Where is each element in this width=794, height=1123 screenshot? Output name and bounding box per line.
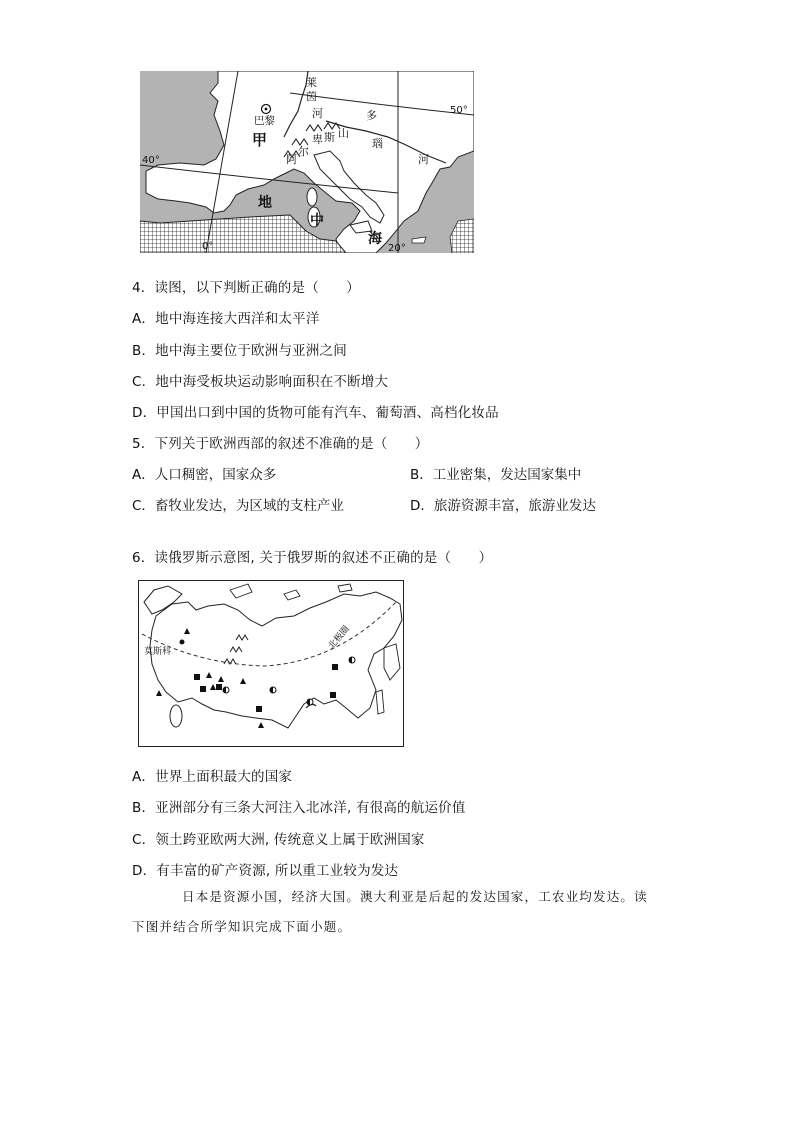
- label-zhong: 中: [310, 213, 324, 229]
- label-paris: 巴黎: [254, 115, 275, 127]
- q6-stem: 6．读俄罗斯示意图, 关于俄罗斯的叙述不正确的是（ ）: [132, 550, 493, 566]
- label-lai: 莱: [306, 76, 317, 89]
- label-lon0: 0°: [202, 241, 214, 252]
- label-si: 斯: [324, 131, 335, 144]
- europe-map: [140, 71, 474, 253]
- label-di: 地: [258, 195, 272, 211]
- label-lat40: 40°: [142, 155, 160, 166]
- paris-dot: [265, 108, 268, 111]
- corsica-island: [307, 188, 317, 206]
- q4-option-d[interactable]: D．甲国出口到中国的货物可能有汽车、葡萄酒、高档化妆品: [132, 405, 499, 421]
- label-he2: 河: [418, 153, 429, 166]
- label-shan: 山: [338, 127, 349, 140]
- label-er: 尔: [298, 145, 309, 158]
- label-he1: 河: [312, 107, 323, 120]
- q6-option-c[interactable]: C．领土跨亚欧两大洲, 传统意义上属于欧洲国家: [132, 832, 425, 848]
- label-jia: 甲: [252, 131, 268, 149]
- label-lon20: 20°: [388, 243, 406, 253]
- q6-option-a[interactable]: A．世界上面积最大的国家: [132, 769, 293, 785]
- q6-option-b[interactable]: B．亚洲部分有三条大河注入北冰洋, 有很高的航运价值: [132, 800, 466, 816]
- q4-stem: 4．读图，以下判断正确的是（ ）: [132, 280, 360, 296]
- q6-option-d[interactable]: D．有丰富的矿产资源, 所以重工业较为发达: [132, 863, 399, 879]
- new-siberian-islands: [338, 584, 352, 592]
- q5-option-a[interactable]: A．人口稠密，国家众多: [132, 467, 277, 483]
- label-duo: 多: [366, 109, 377, 122]
- intro-paragraph: [132, 882, 672, 942]
- q4-option-a[interactable]: A．地中海连接大西洋和太平洋: [132, 311, 320, 327]
- moscow-symbol: [180, 640, 185, 645]
- label-moscow: 莫斯科: [144, 647, 172, 657]
- europe-map-svg: [140, 71, 474, 253]
- q4-option-c[interactable]: C．地中海受板块运动影响面积在不断增大: [132, 374, 389, 390]
- russia-map: [138, 580, 404, 747]
- label-nao: 瑙: [372, 137, 383, 150]
- q5-stem: 5．下列关于欧洲西部的叙述不准确的是（ ）: [132, 436, 429, 452]
- label-lat50: 50°: [450, 105, 468, 116]
- q4-option-b[interactable]: B．地中海主要位于欧洲与亚洲之间: [132, 343, 347, 359]
- q5-option-b[interactable]: B．工业密集，发达国家集中: [410, 467, 582, 483]
- intro-line-2: 下图并结合所学知识完成下面小题。: [132, 919, 352, 934]
- label-arctic-circle: 北极圈: [326, 624, 352, 652]
- caspian-sea: [170, 705, 182, 727]
- label-a: 阿: [286, 153, 297, 166]
- q5-option-c[interactable]: C．畜牧业发达，为区域的支柱产业: [132, 498, 344, 514]
- label-bei: 卑: [312, 133, 323, 146]
- intro-line-1: 日本是资源小国，经济大国。澳大利亚是后起的发达国家，工农业均发达。读: [182, 889, 648, 904]
- label-hai: 海: [368, 231, 382, 247]
- q5-option-d[interactable]: D．旅游资源丰富，旅游业发达: [410, 498, 596, 514]
- label-yin: 茵: [306, 90, 317, 103]
- russia-map-svg: [138, 580, 404, 747]
